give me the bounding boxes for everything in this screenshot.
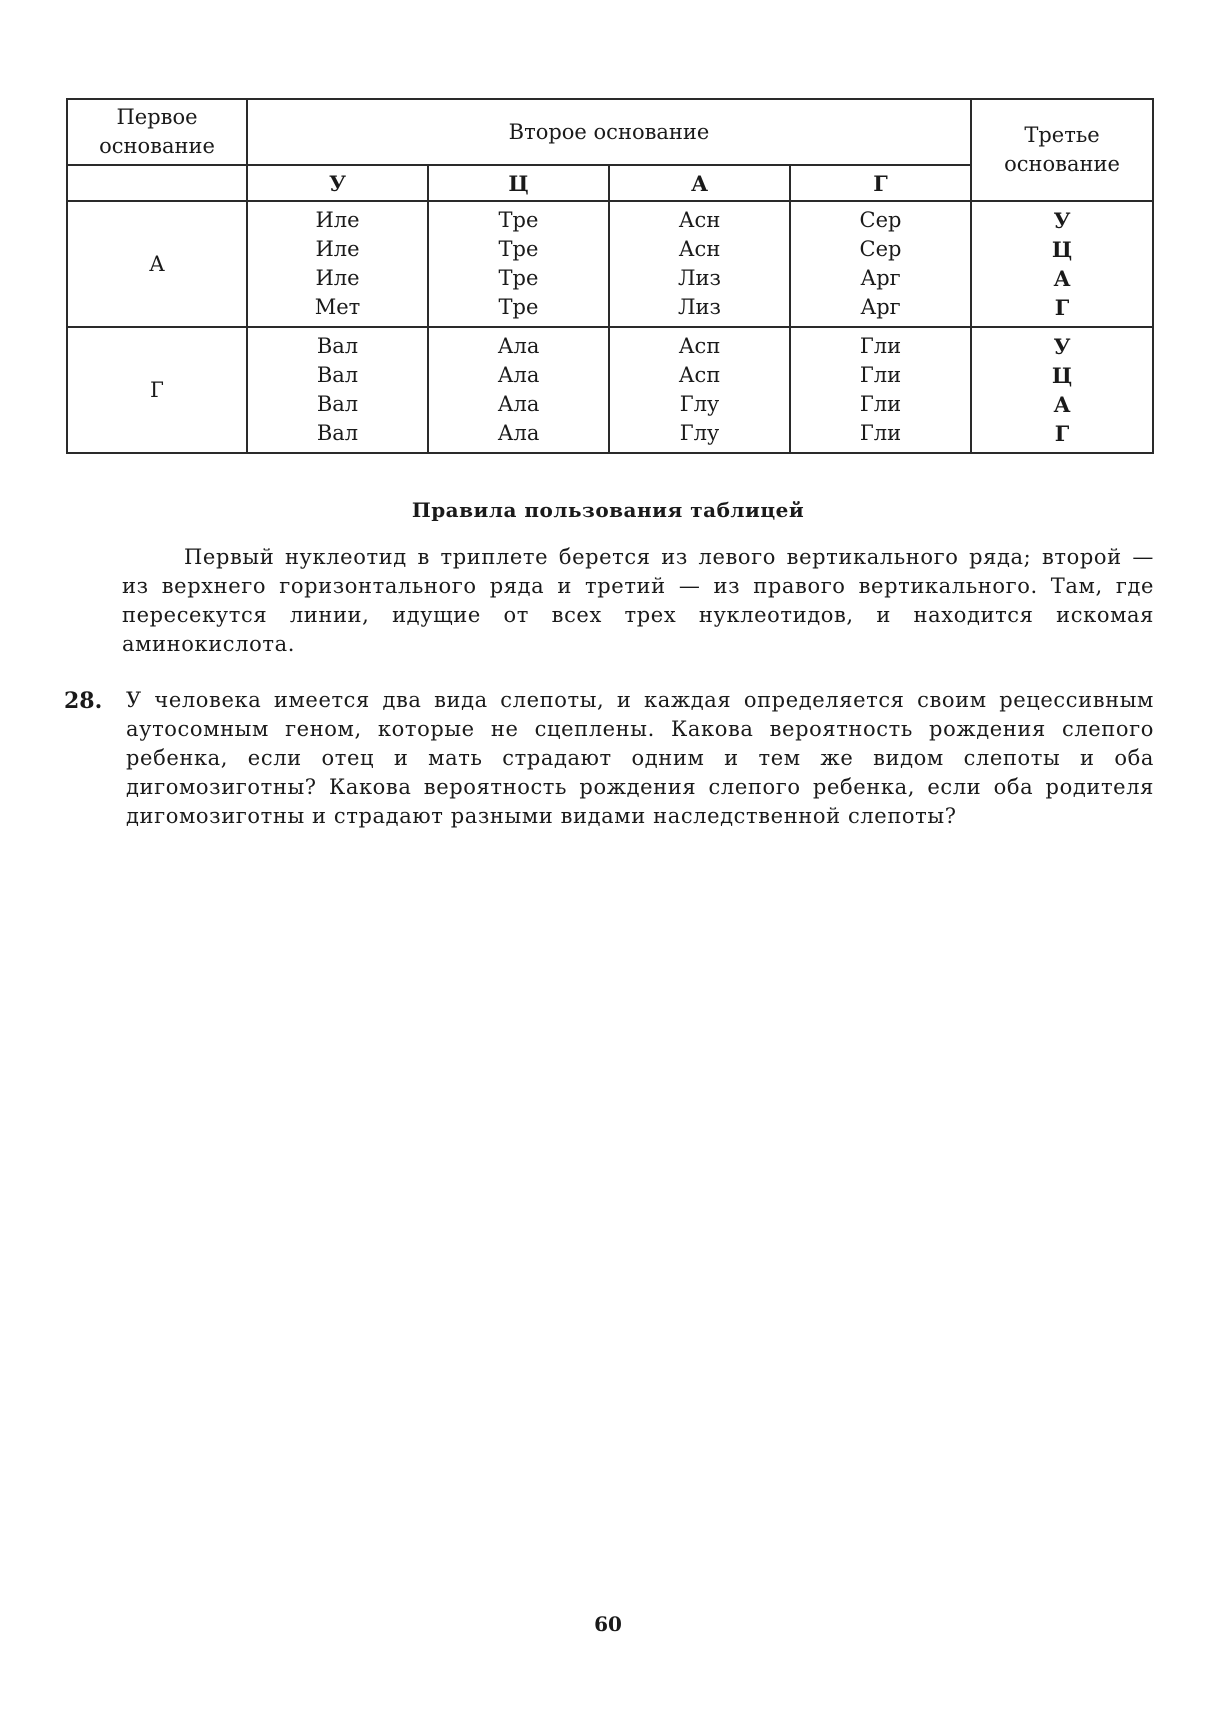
- amino-acid-cell: [247, 327, 428, 453]
- third-base-letter: Г: [1054, 421, 1070, 446]
- amino-acid: Сер: [859, 208, 902, 232]
- third-base-letter: Г: [1054, 295, 1070, 320]
- second-base-letter: А: [609, 165, 790, 201]
- amino-acid: Мет: [314, 295, 361, 319]
- amino-acid: Иле: [315, 208, 360, 232]
- third-base-letter: У: [1053, 208, 1071, 233]
- amino-acid: Ала: [497, 334, 540, 358]
- second-base-letter: У: [247, 165, 428, 201]
- amino-acid: Гли: [859, 392, 902, 416]
- amino-acid-cell: [428, 327, 609, 453]
- amino-acid: Глу: [679, 392, 720, 416]
- table-group-row: [67, 201, 1153, 327]
- amino-acid: Ала: [497, 363, 540, 387]
- problem-number: 28.: [64, 688, 103, 714]
- first-base-cell: А: [67, 201, 247, 327]
- table-header-row: [67, 99, 1153, 165]
- second-base-letter: Г: [790, 165, 971, 201]
- third-base-header: Третье основание: [971, 99, 1153, 201]
- amino-acid: Арг: [860, 295, 901, 319]
- amino-acid: Лиз: [678, 295, 721, 319]
- second-base-header: Второе основание: [247, 99, 971, 165]
- amino-acid: Тре: [498, 208, 539, 232]
- empty-cell: [67, 165, 247, 201]
- third-base-letter: У: [1053, 334, 1071, 359]
- amino-acid: Глу: [679, 421, 720, 445]
- amino-acid: Гли: [859, 421, 902, 445]
- rules-title: Правила пользования таблицей: [411, 498, 805, 522]
- third-base-cell: [971, 201, 1153, 327]
- amino-acid-cell: [790, 201, 971, 327]
- amino-acid-cell: [247, 201, 428, 327]
- table-group-row: [67, 327, 1153, 453]
- first-base-cell: Г: [67, 327, 247, 453]
- third-base-letter: А: [1053, 266, 1071, 291]
- amino-acid-cell: [428, 201, 609, 327]
- amino-acid: Гли: [859, 334, 902, 358]
- amino-acid: Вал: [316, 363, 359, 387]
- amino-acid-cell: [609, 201, 790, 327]
- amino-acid: Асн: [678, 237, 721, 261]
- third-base-letter: Ц: [1051, 237, 1073, 262]
- amino-acid: Иле: [315, 237, 360, 261]
- amino-acid: Вал: [316, 421, 359, 445]
- third-base-letter: А: [1053, 392, 1071, 417]
- rules-paragraph: Первый нуклеотид в триплете берется из левого вертикального ряда; второй — из верхнего горизонтального ряда и третий — из правого вертикального. Там, где пересекутся линии, идущие от всех трех нуклеотидов, и находится искомая аминокислота.: [122, 545, 1154, 656]
- amino-acid-cell: [790, 327, 971, 453]
- amino-acid: Гли: [859, 363, 902, 387]
- amino-acid: Тре: [498, 295, 539, 319]
- genetic-code-table: [66, 98, 1154, 454]
- amino-acid: Вал: [316, 334, 359, 358]
- amino-acid: Асн: [678, 208, 721, 232]
- amino-acid: Ала: [497, 421, 540, 445]
- amino-acid: Тре: [498, 266, 539, 290]
- first-base-header: Первое основание: [67, 99, 247, 165]
- amino-acid: Асп: [678, 363, 721, 387]
- amino-acid: Сер: [859, 237, 902, 261]
- third-base-letter: Ц: [1051, 363, 1073, 388]
- amino-acid-cell: [609, 327, 790, 453]
- amino-acid: Арг: [860, 266, 901, 290]
- third-base-cell: [971, 327, 1153, 453]
- amino-acid: Асп: [678, 334, 721, 358]
- amino-acid: Иле: [315, 266, 360, 290]
- amino-acid: Вал: [316, 392, 359, 416]
- second-base-letter: Ц: [428, 165, 609, 201]
- amino-acid: Тре: [498, 237, 539, 261]
- amino-acid: Ала: [497, 392, 540, 416]
- amino-acid: Лиз: [678, 266, 721, 290]
- problem-text: У человека имеется два вида слепоты, и каждая определяется своим рецессивным аутосомным геном, которые не сцеплены. Какова вероятность рождения слепого ребенка, если отец и мать страдают одним и тем же видом слепоты и оба дигомозиготны? Какова вероятность рождения слепого ребенка, если оба родителя дигомозиготны и страдают разными видами наследственной слепоты?: [126, 688, 1154, 828]
- page-number: 60: [594, 1612, 622, 1636]
